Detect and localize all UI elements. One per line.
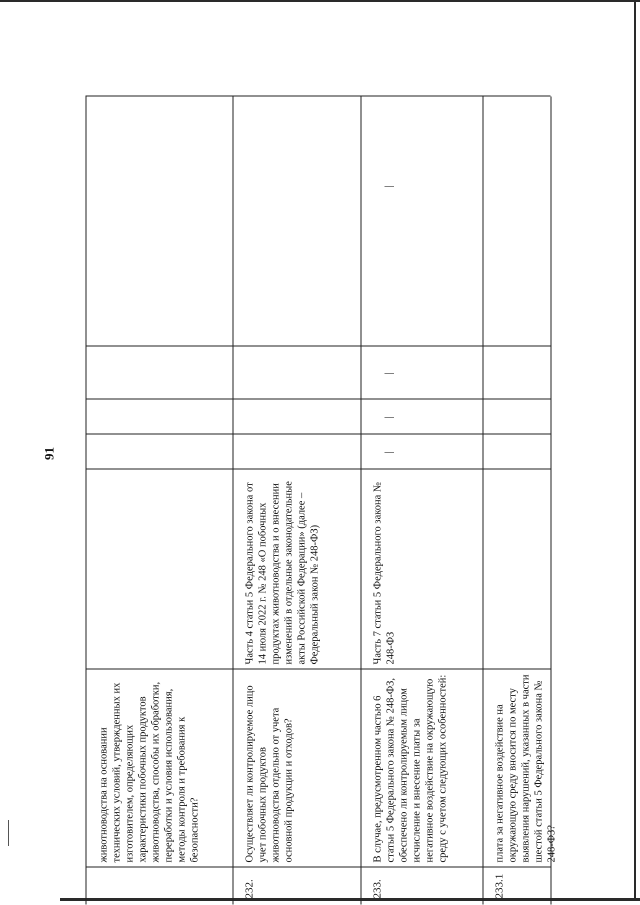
legal-reference: Часть 7 статьи 5 Федерального закона № 248-ФЗ <box>372 482 396 665</box>
row-divider <box>360 97 361 905</box>
question-text: Осуществляет ли контролируемое лицо учет побочных продуктов животноводства отдельно от учета основной продукции и отходов? <box>244 685 294 863</box>
column-divider <box>85 399 550 400</box>
row-number: 233. <box>371 879 383 899</box>
answer-mark-no: | <box>382 416 394 419</box>
note-mark: | <box>382 185 394 188</box>
table-border-top <box>85 97 86 905</box>
question-text: плата за негативное воздействие на окружающую среду вносится по месту выявления нарушений, указанных в части шестой статьи 5 Федерального закона № 248-ФЗ? <box>494 674 557 863</box>
table-border-right <box>85 96 550 97</box>
row-divider <box>482 97 483 905</box>
question-text: животноводства на основании технических условий, утвержденных их изготовителем, определяющих характеристики побочных продуктов животноводства, способы их обработки, переработки и условия использования, методы контроля и требования к безопасности? <box>98 681 200 863</box>
row-number: 232. <box>243 879 255 899</box>
answer-mark-yes: | <box>382 451 394 454</box>
answer-mark-na: | <box>382 372 394 375</box>
legal-reference: Часть 4 статьи 5 Федерального закона от 14 июля 2022 г. № 248 «О побочных продуктах животноводства и о внесении изменений в отдельные законодательные акты Российской Федерации» (далее – Федеральный закон № 248-ФЗ) <box>244 481 320 665</box>
column-divider <box>85 867 550 868</box>
column-divider <box>85 346 550 347</box>
column-divider <box>85 469 550 470</box>
page-number: 91 <box>41 447 56 460</box>
table-row <box>97 675 201 863</box>
column-divider <box>85 434 550 435</box>
row-divider <box>232 97 233 905</box>
row-number: 233.1 <box>493 873 505 899</box>
question-text: В случае, предусмотренном частью 6 статьи 5 Федерального закона № 248-ФЗ, обеспечено ли контролируемым лицом исчисление и внесение платы за негативное воздействие на окружающую среду с учетом следующих особенностей: <box>372 674 448 863</box>
column-divider <box>85 669 550 670</box>
